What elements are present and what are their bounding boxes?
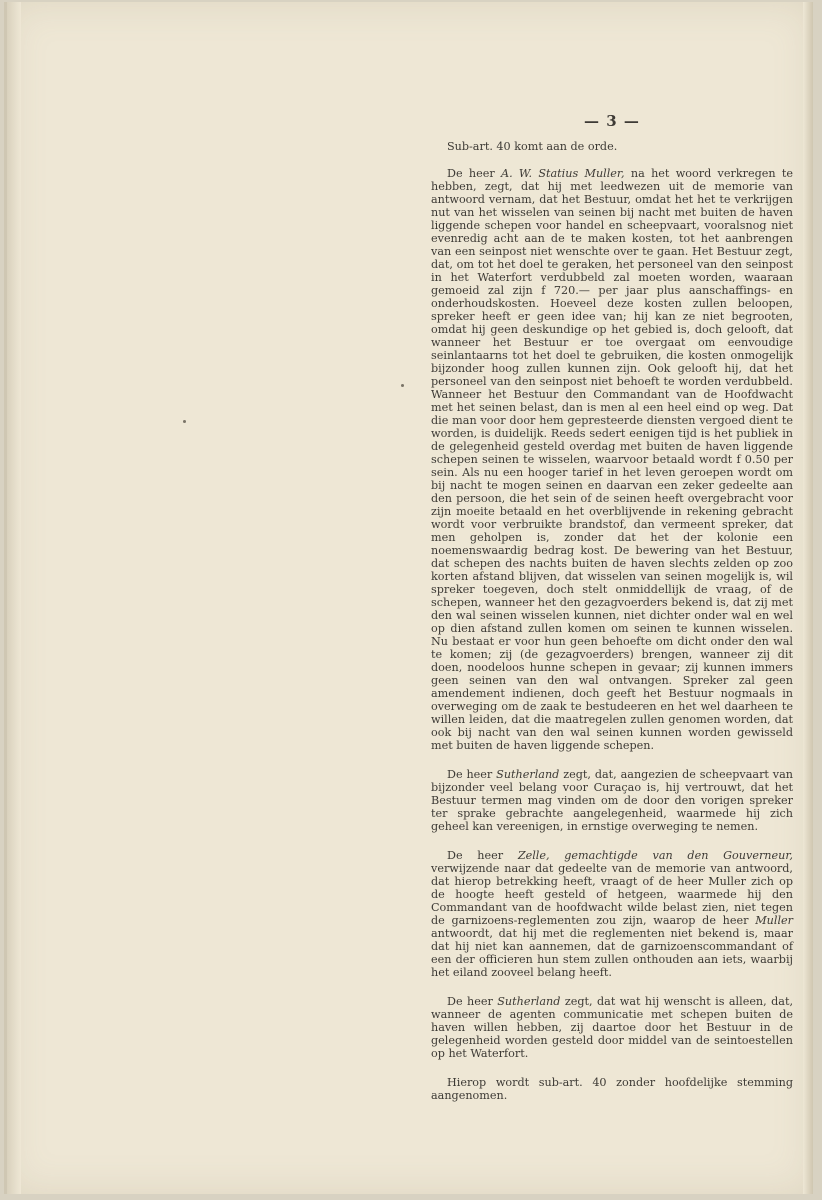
paragraph-prefix: De heer bbox=[447, 768, 497, 781]
paragraph-sutherland-1 bbox=[431, 768, 793, 833]
page-fold-shadow bbox=[7, 2, 21, 1194]
paragraph-prefix: De heer bbox=[447, 849, 518, 862]
speaker-name: Sutherland bbox=[496, 768, 560, 781]
speaker-name: A. W. Statius Muller, bbox=[501, 167, 625, 180]
paragraph-statius-muller bbox=[431, 167, 793, 752]
speaker-name: Zelle, gemachtigde van den Gouverneur, bbox=[517, 849, 793, 862]
paragraph-zelle bbox=[431, 849, 793, 979]
paragraph-subart-open bbox=[431, 140, 793, 153]
paragraph-prefix: De heer bbox=[447, 167, 501, 180]
document-page bbox=[4, 2, 813, 1194]
paragraph-subart-close bbox=[431, 1076, 793, 1102]
paragraph-prefix: De heer bbox=[447, 995, 498, 1008]
paragraph-text: zegt, dat wat hij wenscht is alleen, dat, wanneer de agenten communicatie met schepen buiten de haven willen hebben, zij daartoe door het Bestuur in de gelegenheid worden gesteld door middel van de seintoestellen op het Waterfort. bbox=[431, 995, 794, 1060]
paragraph-text: na het woord verkregen te hebben, zegt, dat hij met leedwezen uit de memorie van antwoord vernam, dat het Bestuur, omdat het het te verkrijgen nut van het wisselen van seinen bij nacht met buiten de haven liggende schepen voor handel en scheepvaart, vooralsnog niet evenredig acht aan de te maken kosten, tot het aanbrengen van een seinpost niet wenschte over te gaan. Het Bestuur zegt, dat, om tot het doel te geraken, het personeel van den seinpost in het Waterfort verdubbeld zal moeten worden, waaraan gemoeid zal zijn f 720.— per jaar plus aanschaffings- en onderhoudskosten. Hoeveel deze kosten zullen beloopen, spreker heeft er geen idee van; hij kan ze niet begrooten, omdat hij geen deskundige op het gebied is, doch gelooft, dat wanneer het Bestuur er toe overgaat om eenvoudige seinlantaarns tot het doel te gebruiken, die kosten onmogelijk bijzonder hoog zullen kunnen zijn. Ook gelooft hij, dat het personeel van den seinpost niet behoeft te worden verdubbeld. Wanneer het Bestuur den Commandant van de Hoofdwacht met het seinen belast, dan is men al een heel eind op weg. Dat die man voor door hem gepresteerde diensten vergoed dient te worden, is duidelijk. Reeds sedert eenigen tijd is het publiek in de gelegenheid gesteld overdag met buiten de haven liggende schepen seinen te wisselen, waarvoor betaald wordt f 0.50 per sein. Als nu een hooger tarief in het leven geroepen wordt om bij nacht te mogen seinen en daarvan een zeker gedeelte aan den persoon, die het sein of de seinen heeft overgebracht voor zijn moeite betaald en het overblijvende in rekening gebracht wordt voor verbruikte brandstof, dan vermeent spreker, dat men geholpen is, zonder dat het der kolonie een noemenswaardig bedrag kost. De bewering van het Bestuur, dat schepen des nachts buiten de haven slechts zelden op zoo korten afstand blijven, dat wisselen van seinen mogelijk is, wil spreker toegeven, doch stelt onmiddellijk de vraag, of de schepen, wanneer het den gezagvoerders bekend is, dat zij met den wal seinen wisselen kunnen, niet dichter onder wal en wel op dien afstand zullen komen om seinen te kunnen wisselen. Nu bestaat er voor hun geen behoefte om dicht onder den wal te komen; zij (de gezagvoerders) brengen, wanneer zij dit doen, noodeloos hunne schepen in gevaar; zij kunnen immers geen seinen van den wal ontvangen. Spreker zal geen amendement indienen, doch geeft het Bestuur nogmaals in overweging om de zaak te bestudeeren en het wel daarheen te willen leiden, dat die maatregelen zullen genomen worden, dat ook bij nacht van den wal seinen kunnen worden gewisseld met buiten de haven liggende schepen. bbox=[431, 167, 793, 752]
page-number: — 3 — bbox=[584, 112, 640, 130]
text-column bbox=[431, 112, 793, 1118]
paragraph-text: verwijzende naar dat gedeelte van de memorie van antwoord, dat hierop betrekking heeft, vraagt of de heer Muller zich op de hoogte heeft gesteld of hetgeen, waarmede hij den Commandant van de hoofdwacht wilde belast zien, niet tegen de garnizoens-reglementen zou zijn, waarop de heer bbox=[431, 862, 793, 927]
page-edge-shadow bbox=[803, 2, 813, 1194]
speaker-name: Sutherland bbox=[497, 995, 561, 1008]
paragraph-text: Hierop wordt sub-art. 40 zonder hoofdelijke stemming aangenomen. bbox=[431, 1076, 793, 1102]
paragraph-text: zegt, dat, aangezien de scheepvaart van bijzonder veel belang voor Curaçao is, hij vertrouwt, dat het Bestuur termen mag vinden om de door den vorigen spreker ter sprake gebrachte aangelegenheid, waarmede hij zich geheel kan vereenigen, in ernstige overweging te nemen. bbox=[431, 768, 794, 833]
speaker-name-inline: Muller bbox=[755, 914, 793, 927]
paragraph-text: antwoordt, dat hij met die reglementen niet bekend is, maar dat hij niet kan aannemen, dat de garnizoenscommandant of een der officieren hun stem zullen onthouden aan iets, waarbij het eiland zooveel belang heeft. bbox=[431, 927, 793, 979]
paragraph-text: Sub-art. 40 komt aan de orde. bbox=[447, 140, 618, 153]
margin-mark bbox=[401, 384, 404, 387]
margin-mark bbox=[183, 420, 186, 423]
paragraph-sutherland-2 bbox=[431, 995, 793, 1060]
